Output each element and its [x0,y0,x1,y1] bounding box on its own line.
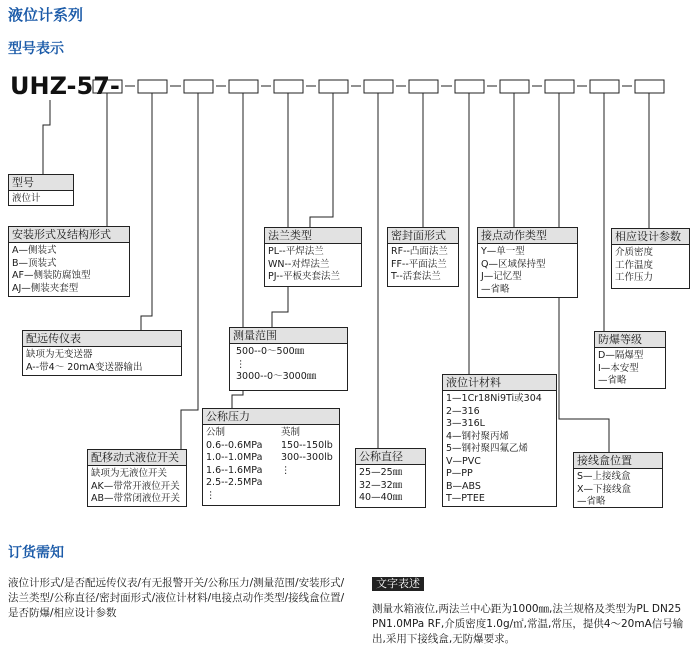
box-item: T—PTEE [446,493,485,504]
box-item: 32—32㎜ [359,479,403,491]
box-item: 4—钢衬聚丙烯 [446,430,510,442]
box-title: 接线盒位置 [574,453,662,469]
box-item: AF—侧装防腐蚀型 [12,270,91,281]
box-explosion-proof [594,331,666,389]
code-slot-12 [590,80,619,93]
box-item: Q—区域保持型 [481,258,546,270]
box-item: 25—25㎜ [359,467,403,478]
box-item: B—ABS [446,480,481,492]
box-item: 3000--0～3000㎜ [236,371,317,382]
box-item: —省略 [598,375,627,386]
box-title: 密封面形式 [388,228,458,244]
box-item: T--活套法兰 [391,271,441,282]
box-title: 接点动作类型 [478,228,577,244]
box-title: 测量范围 [230,328,347,344]
box-install-form [8,226,130,297]
box-item: Y—单一型 [481,246,525,257]
box-item: B—顶装式 [12,257,57,269]
box-item: 3—316L [446,418,485,429]
imperial-value: ⋮ [281,464,291,476]
code-slot-10 [500,80,529,93]
code-slot-6 [319,80,348,93]
box-item: D—隔爆型 [598,350,644,361]
box-gauge-material [442,374,557,507]
box-level-switch [87,449,187,507]
code-slot-13 [635,80,664,93]
order-notes: 液位计形式/是否配远传仪表/有无报警开关/公称压力/测量范围/安装形式/法兰类型/公称直径/密封面形式/液位计材料/电接点动作类型/接线盒位置/是否防爆/相应设计参数 [8,577,345,619]
code-slot-7 [364,80,393,93]
box-title: 配移动式液位开关 [88,450,186,466]
box-title: 防爆等级 [595,332,665,348]
box-item: AJ—侧装夹套型 [12,282,79,294]
box-item: 40—40㎜ [359,492,403,503]
metric-value: 2.5--2.5MPa [206,477,263,488]
box-flange-type [264,227,362,287]
code-slot-9 [455,80,484,93]
box-measure-range [229,327,348,391]
box-model-type [8,174,74,206]
box-item: PJ--平板夹套法兰 [268,271,341,282]
description-tag: 文字表述 [372,577,424,591]
box-remote-instrument [22,330,182,376]
box-item: 缺项为无变送器 [26,349,93,360]
box-item: 工作温度 [615,259,654,271]
box-item: J—记忆型 [481,271,522,282]
box-item: WN--对焊法兰 [268,258,330,270]
code-slot-3 [184,80,213,93]
box-item: X—下接线盒 [577,483,632,495]
box-title: 法兰类型 [265,228,361,244]
code-slot-8 [409,80,438,93]
col-header-imperial: 英制 [281,427,301,438]
box-item: P—PP [446,468,473,479]
box-design-params [611,228,690,289]
box-nominal-diameter [355,448,426,508]
box-item: —省略 [577,496,606,507]
box-item: 缺项为无液位开关 [91,468,168,479]
box-item: —省略 [481,283,510,295]
box-item: RF--凸面法兰 [391,246,448,257]
box-item: 5—钢衬聚四氟乙烯 [446,443,529,454]
box-seal-face [387,227,459,287]
box-item: 1—1Cr18Ni9Ti或304 [446,393,542,404]
box-item: 工作压力 [615,272,654,283]
box-item: FF--平面法兰 [391,258,447,270]
box-item: 液位计 [12,193,41,204]
code-slot-2 [138,80,167,93]
box-item: 500--0～500㎜ [236,346,305,357]
section-model-title: 型号表示 [8,41,64,57]
imperial-value: 300--300lb [281,452,333,463]
page-title: 液位计系列 [8,6,84,24]
metric-value: 1.0--1.0MPa [206,452,263,463]
box-item: PL--平焊法兰 [268,246,324,257]
section-order-title: 订货需知 [8,545,64,561]
code-slot-4 [229,80,258,93]
metric-value: ⋮ [206,489,216,501]
box-item: S—上接线盒 [577,471,631,482]
metric-value: 0.6--0.6MPa [206,439,263,451]
box-item: ⋮ [236,358,246,370]
box-title: 配远传仪表 [23,331,181,347]
col-header-metric: 公制 [206,427,226,438]
box-title: 公称压力 [203,409,339,425]
box-item: AK—带常开液位开关 [91,480,180,492]
box-contact-action [477,227,578,298]
metric-value: 1.6--1.6MPa [206,464,263,476]
code-slot-1 [93,80,122,93]
box-title: 相应设计参数 [612,229,689,245]
box-title: 安装形式及结构形式 [9,227,129,243]
box-title: 液位计材料 [443,375,556,391]
code-slot-5 [274,80,303,93]
description-text: 测量水箱液位,两法兰中心距为1000㎜,法兰规格及类型为PL DN25 PN1.0MPa RF,介质密度1.0g/㎡,常温,常压，提供4～20mA信号输出,采用下接线盒,无防爆要求。 [372,603,684,645]
box-item: 2—316 [446,405,480,417]
code-slot-11 [545,80,574,93]
box-item: V—PVC [446,455,481,467]
box-title: 公称直径 [356,449,425,465]
box-item: AB—带常闭液位开关 [91,493,181,504]
box-title: 型号 [9,175,73,191]
box-item: I—本安型 [598,362,639,374]
box-nominal-pressure [202,408,340,506]
box-item: 介质密度 [615,247,654,258]
box-item: A--带4～ 20mA变送器输出 [26,361,143,373]
imperial-value: 150--150lb [281,439,333,451]
box-junction-box [573,452,663,508]
model-prefix: UHZ-57- [10,72,120,100]
box-item: A—侧装式 [12,245,57,256]
